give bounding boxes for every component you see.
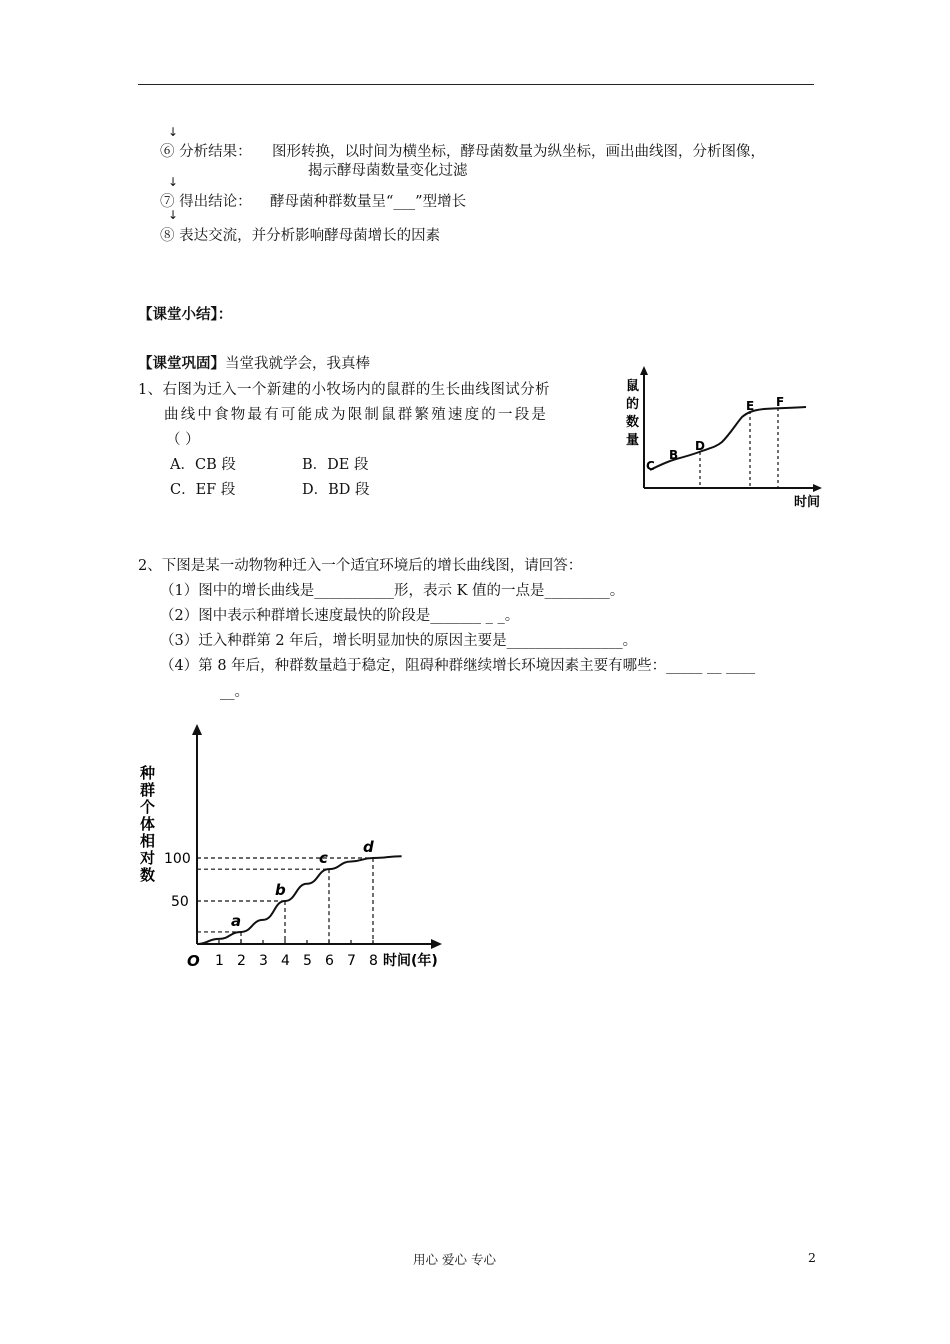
fig1-y-arrow	[640, 366, 648, 375]
chart2-x-title: 时间(年)	[383, 953, 438, 969]
fig1-point-f: F	[776, 395, 785, 409]
chart2-y-tick-label: 50	[171, 894, 189, 910]
chart2-y-title-char: 相	[140, 832, 156, 850]
step6-text: 图形转换，以时间为横坐标，酵母菌数量为纵坐标，画出曲线图，分析图像，	[272, 144, 765, 160]
chart2-x-tick-label: 7	[347, 953, 356, 969]
step7-post: ”型增长	[415, 194, 467, 210]
page-number: 2	[808, 1250, 816, 1265]
chart2-x-tick-label: 6	[325, 953, 334, 969]
rat-growth-figure	[618, 362, 830, 510]
q1-option-c: C．EF 段	[170, 482, 236, 498]
fig1-x-arrow	[813, 484, 822, 492]
q2-part4-cont: __。	[220, 684, 249, 700]
q1-option-d: D．BD 段	[302, 482, 370, 498]
footer-motto: 用心 爱心 专心	[413, 1252, 496, 1267]
chart2-x-tick-label: 2	[237, 953, 246, 969]
q1-option-a: A．CB 段	[170, 457, 236, 473]
chart2-y-tick-label: 100	[164, 851, 191, 867]
q2-intro: 2、下图是某一动物物种迁入一个适宜环境后的增长曲线图，请回答：	[138, 558, 583, 574]
step7-pre: 酵母菌种群数量呈“	[270, 194, 394, 210]
q1-line1: 1、右图为迁入一个新建的小牧场内的鼠群的生长曲线图试分析	[138, 382, 550, 398]
chart2-y-title-char: 数	[140, 866, 156, 884]
q2-part2: （2）图中表示种群增长速度最快的阶段是_______ _ _。	[160, 608, 520, 624]
chart2-y-title-char: 对	[140, 849, 156, 867]
chart2-point-label: c	[319, 849, 328, 868]
fig1-point-e: E	[746, 399, 755, 413]
chart2-y-title-char: 个	[140, 798, 156, 816]
fig1-ylabel-3: 量	[626, 433, 640, 448]
step7-label: ⑦ 得出结论：	[160, 194, 252, 210]
chart2-y-arrow	[192, 724, 202, 735]
summary-heading: 【课堂小结】：	[138, 306, 233, 323]
chart2-x-arrow	[431, 939, 442, 949]
q2-part4: （4）第 8 年后，种群数量趋于稳定，阻碍种群继续增长环境因素主要有哪些：_____ __ ____	[160, 658, 756, 674]
step8-text: ⑧ 表达交流，并分析影响酵母菌增长的因素	[160, 228, 441, 244]
fig1-ylabel-2: 数	[626, 415, 640, 430]
consolidation-tagline: 当堂我就学会，我真棒	[225, 356, 370, 372]
chart2-point-label: d	[363, 838, 374, 856]
q2-part1: （1）图中的增长曲线是___________形，表示 K 值的一点是_________。	[160, 583, 625, 599]
fig1-point-b: B	[669, 448, 679, 462]
step7-blank: ___	[393, 194, 416, 210]
chart2-origin-label: O	[187, 952, 200, 970]
chart2-y-title-char: 群	[140, 781, 156, 799]
chart2-point-label: b	[275, 881, 286, 899]
consolidation-heading: 【课堂巩固】	[138, 355, 225, 372]
fig1-point-c: C	[646, 459, 655, 473]
chart2-x-tick-label: 3	[259, 953, 268, 969]
q1-line2: 曲线中食物最有可能成为限制鼠群繁殖速度的一段是	[164, 407, 549, 423]
chart2-y-title-char: 种	[140, 764, 156, 782]
fig1-point-d: D	[695, 439, 705, 453]
step6-label: ⑥ 分析结果：	[160, 144, 252, 160]
chart2-x-tick-label: 4	[281, 953, 290, 969]
q1-option-b: B．DE 段	[302, 457, 369, 473]
chart2-point-label: a	[231, 911, 242, 930]
chart2-x-tick-label: 1	[215, 953, 224, 969]
fig1-xlabel: 时间	[794, 495, 821, 510]
chart2-y-title-char: 体	[140, 815, 156, 833]
chart2-x-tick-label: 8	[369, 953, 378, 969]
q2-part3: （3）迁入种群第 2 年后，增长明显加快的原因主要是________________。	[160, 633, 638, 649]
header-rule	[138, 84, 814, 85]
fig1-ylabel-0: 鼠	[626, 379, 640, 394]
flow-arrow: ↓	[168, 175, 179, 189]
flow-arrow: ↓	[168, 125, 179, 139]
s-curve-chart	[134, 720, 454, 974]
q1-paren: （ ）	[166, 432, 200, 448]
fig1-ylabel-1: 的	[626, 397, 640, 412]
flow-arrow: ↓	[168, 208, 179, 222]
step6-text-cont: 揭示酵母菌数量变化过滤	[308, 163, 468, 179]
step7-text	[270, 190, 466, 211]
chart2-x-tick-label: 5	[303, 953, 312, 969]
consolidation-line	[138, 352, 370, 373]
